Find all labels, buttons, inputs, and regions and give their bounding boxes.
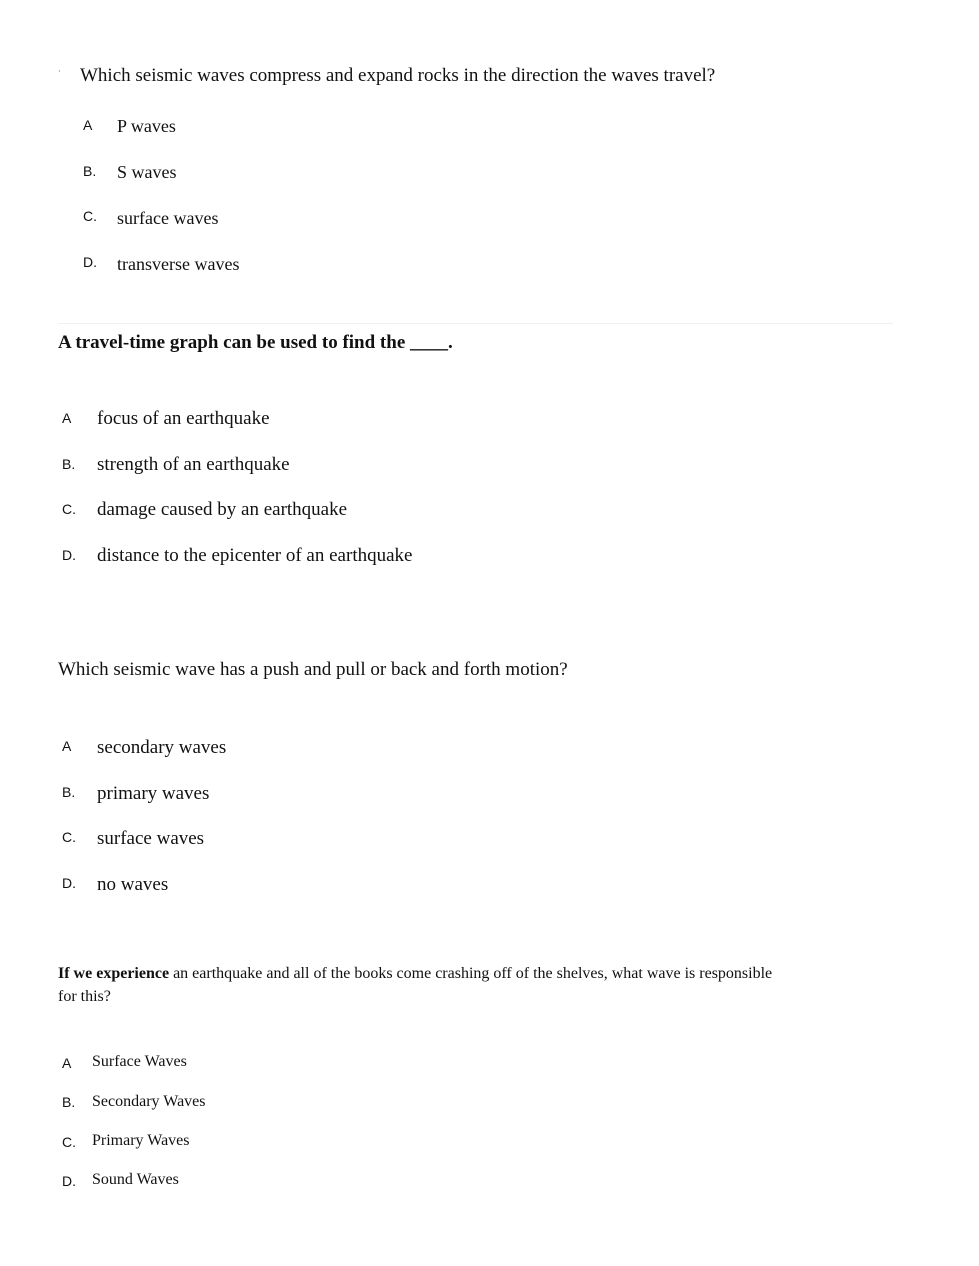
- question-4-option-d-text: Sound Waves: [92, 1171, 179, 1188]
- question-2-option-a-letter: A: [62, 410, 72, 426]
- question-4-text-rest: an earthquake and all of the books come crashing off of the shelves, what wave is responsible for this?: [58, 965, 773, 1005]
- question-4-text-lead: If we experience: [58, 965, 170, 982]
- question-4-text: [58, 962, 778, 1008]
- question-4-option-a-letter: A: [62, 1055, 72, 1071]
- question-1-option-a-letter: A: [83, 117, 93, 133]
- question-3-option-a-letter: A: [62, 738, 72, 754]
- question-1-option-d-text: transverse waves: [117, 254, 240, 274]
- question-3-option-c-letter: C.: [62, 829, 76, 845]
- question-3-option-b-text: primary waves: [97, 783, 210, 804]
- question-3-option-b-letter: B.: [62, 784, 76, 800]
- question-3-option-d-text: no waves: [97, 874, 169, 895]
- question-1-option-b-letter: B.: [83, 163, 97, 179]
- question-4-option-d-letter: D.: [62, 1173, 76, 1189]
- question-4-option-b-letter: B.: [62, 1094, 76, 1110]
- question-4-option-b-text: Secondary Waves: [92, 1093, 206, 1110]
- question-2-option-a-text: focus of an earthquake: [97, 408, 270, 429]
- section-divider: [58, 323, 893, 324]
- question-3-option-d-letter: D.: [62, 875, 76, 891]
- question-4-option-a-text: Surface Waves: [92, 1053, 187, 1070]
- question-1-option-b-text: S waves: [117, 162, 177, 182]
- question-2-text: A travel-time graph can be used to find the ____.: [58, 332, 453, 353]
- question-1-option-c-letter: C.: [83, 208, 97, 224]
- question-2-option-c-text: damage caused by an earthquake: [97, 499, 348, 520]
- question-2-option-b-letter: B.: [62, 456, 76, 472]
- question-3-option-c-text: surface waves: [97, 828, 205, 849]
- question-1-option-d-letter: D.: [83, 254, 97, 270]
- question-1-option-c-text: surface waves: [117, 208, 219, 228]
- question-4-option-c-text: Primary Waves: [92, 1132, 190, 1149]
- question-4-option-c-letter: C.: [62, 1134, 76, 1150]
- question-2-option-c-letter: C.: [62, 501, 76, 517]
- question-1-text: Which seismic waves compress and expand rocks in the direction the waves travel?: [80, 65, 716, 86]
- question-3-text: Which seismic wave has a push and pull or back and forth motion?: [58, 659, 568, 680]
- question-1-option-a-text: P waves: [117, 116, 176, 136]
- question-2-option-d-letter: D.: [62, 547, 76, 563]
- question-2-option-d-text: distance to the epicenter of an earthquake: [97, 545, 413, 566]
- question-3-option-a-text: secondary waves: [97, 737, 227, 758]
- question-2-option-b-text: strength of an earthquake: [97, 454, 290, 475]
- question-1-number-mark: ‧: [58, 66, 61, 76]
